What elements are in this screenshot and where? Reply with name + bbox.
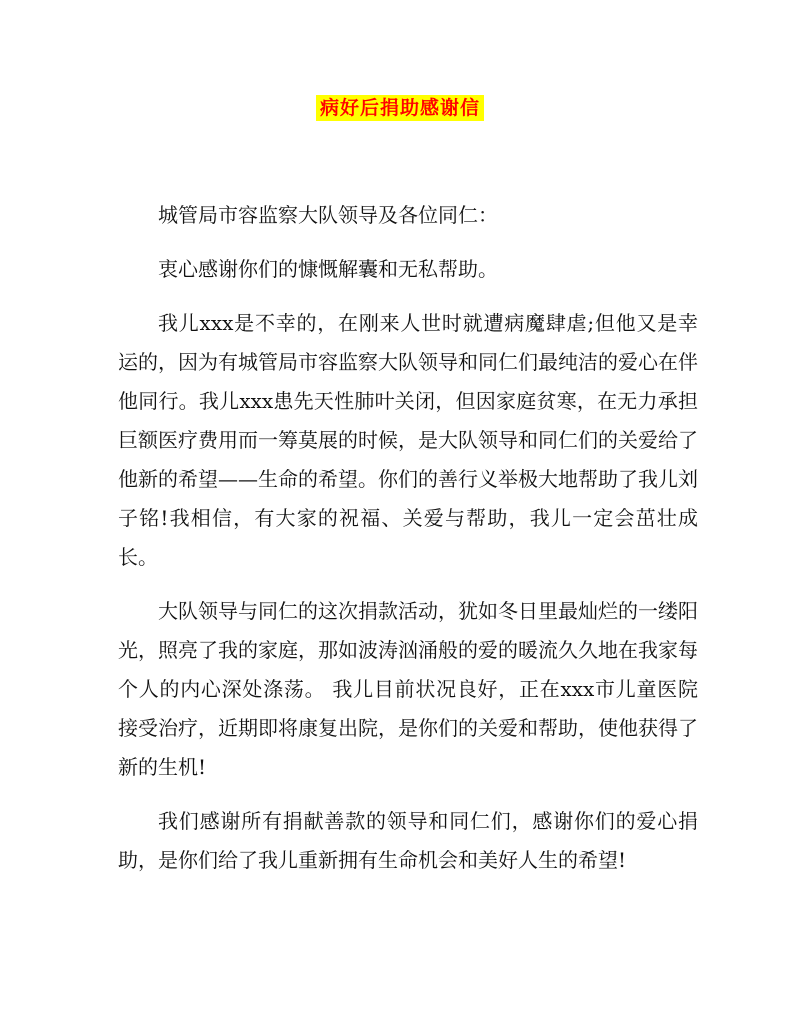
title-container [0, 95, 800, 121]
letter-body [118, 196, 698, 895]
salutation: 城管局市容监察大队领导及各位同仁： [158, 203, 498, 227]
paragraph-2: 我儿xxx是不幸的，在刚来人世时就遭病魔肆虐;但他又是幸运的，因为有城管局市容监察大队领导和同仁们最纯洁的爱心在伴他同行。我儿xxx患先天性肺叶关闭，但因家庭贫寒，在无力承担巨额医疗费用而一筹莫展的时候，是大队领导和同仁们的关爱给了他新的希望——生命的希望。你们的善行义举极大地帮助了我儿刘子铭!我相信，有大家的祝福、关爱与帮助，我儿一定会茁壮成长。 [118, 311, 698, 569]
document-title: 病好后捐助感谢信 [316, 95, 484, 121]
paragraph-4: 我们感谢所有捐献善款的领导和同仁们，感谢你们的爱心捐助，是你们给了我儿重新拥有生命机会和美好人生的希望! [118, 809, 698, 872]
paragraph-3: 大队领导与同仁的这次捐款活动，犹如冬日里最灿烂的一缕阳光，照亮了我的家庭，那如波涛汹涌般的爱的暖流久久地在我家每个人的内心深处涤荡。 我儿目前状况良好，正在xxx市儿童医院接受治疗，近期即将康复出院，是你们的关爱和帮助，使他获得了新的生机! [118, 599, 698, 779]
paragraph-1: 衷心感谢你们的慷慨解囊和无私帮助。 [158, 257, 498, 281]
